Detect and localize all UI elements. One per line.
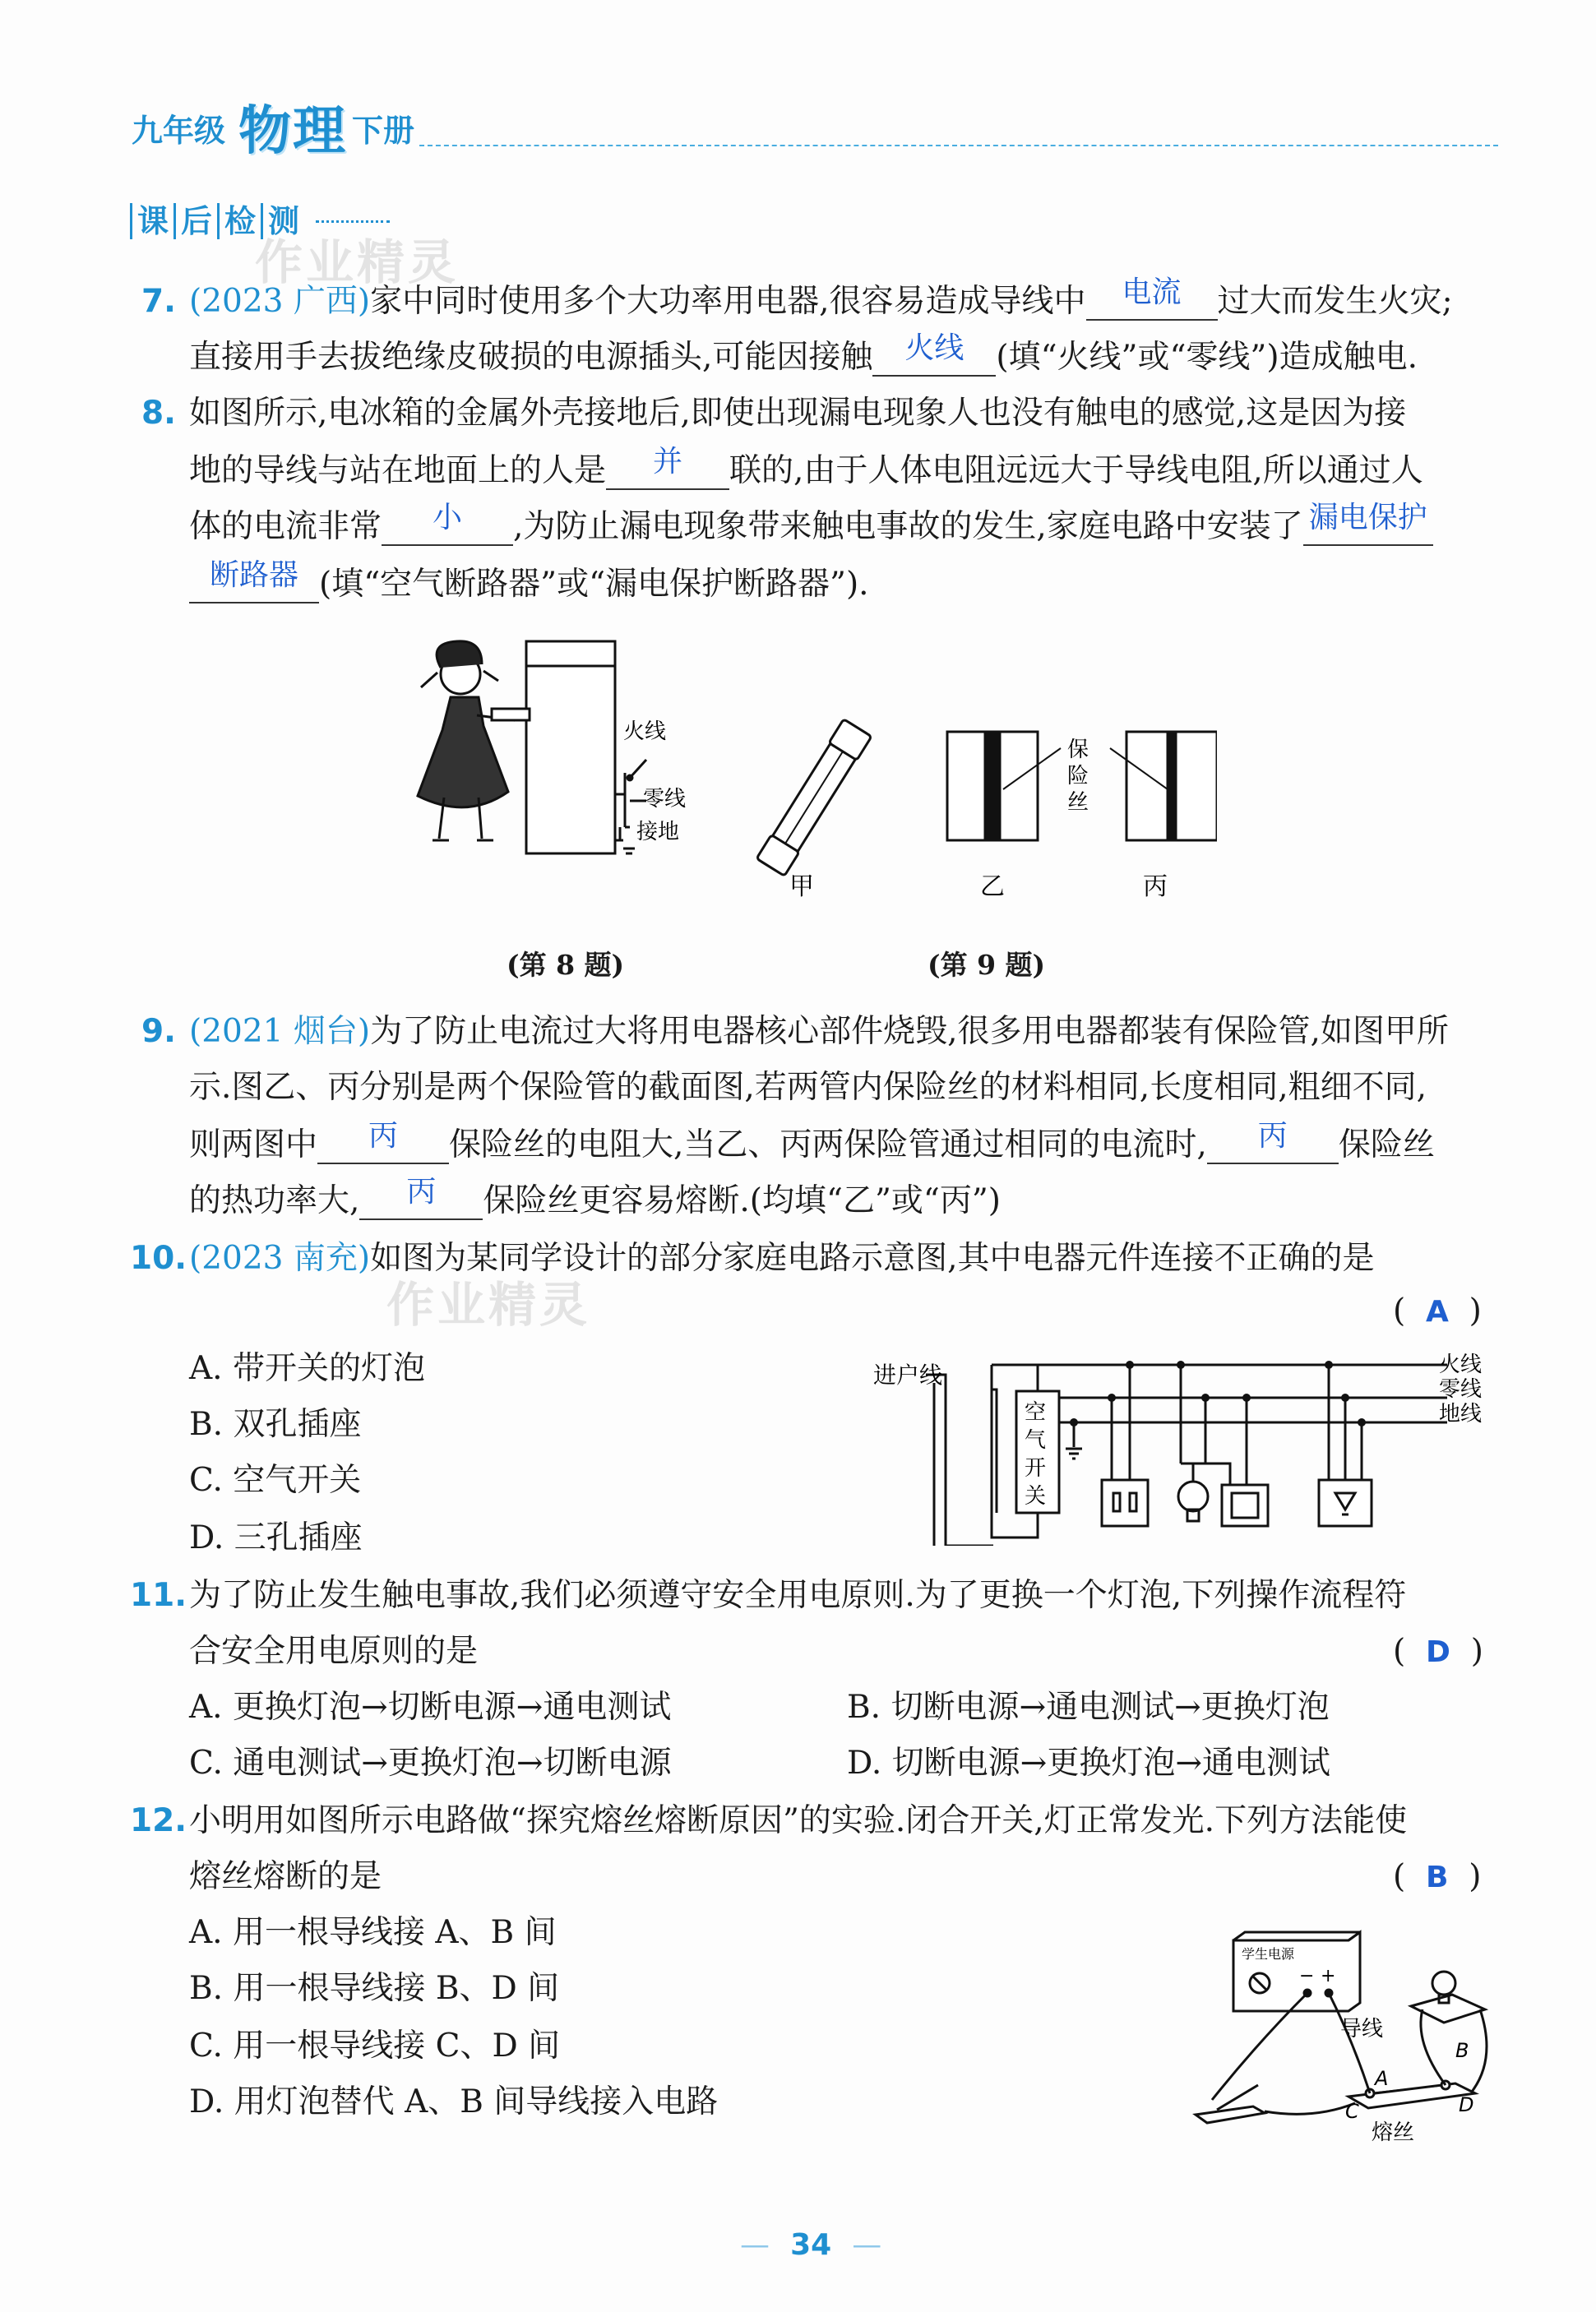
- point-c-label: C: [1345, 2100, 1359, 2123]
- minus-terminal: −: [1299, 1966, 1315, 1986]
- q10-line1: (2023 南充)如图为某同学设计的部分家庭电路示意图,其中电器元件连接不正确的是: [189, 1240, 1375, 1277]
- q9-line2: 示.图乙、丙分别是两个保险管的截面图,若两管内保险丝的材料相同,长度相同,粗细不同,: [189, 1069, 1427, 1106]
- incoming-line-label: 进户线: [873, 1362, 943, 1389]
- subject-title: 物理: [238, 101, 347, 162]
- breaker-char: 空: [1025, 1400, 1047, 1425]
- q12-option: B. 用一根导线接 B、D 间: [189, 1970, 560, 2007]
- q11-option: C. 通电测试→更换灯泡→切断电源: [189, 1745, 672, 1782]
- point-a-label: A: [1375, 2067, 1389, 2090]
- point-d-label: D: [1459, 2093, 1474, 2116]
- ground-wire-label: 地线: [1439, 1402, 1483, 1427]
- answer: 火线: [904, 331, 965, 365]
- q10-answer: ( A ): [1393, 1292, 1482, 1329]
- question-number: 11.: [130, 1577, 187, 1614]
- fig8-caption: (第 8 题): [507, 949, 625, 981]
- q10-option: C. 空气开关: [189, 1462, 362, 1499]
- fuse-label: 熔丝: [1372, 2120, 1415, 2145]
- fig9-caption: (第 9 题): [928, 949, 1046, 981]
- fig12-diagram: [1184, 1924, 1497, 2146]
- fig-jia-label: 甲: [789, 872, 814, 901]
- plus-terminal: +: [1321, 1966, 1336, 1986]
- answer: 丙: [406, 1175, 437, 1209]
- answer: 漏电保护: [1308, 501, 1427, 534]
- q8-line4: 断路器 (填“空气断路器”或“漏电保护断路器”).: [189, 564, 869, 605]
- point-b-label: B: [1455, 2039, 1469, 2062]
- ground-label: 接地: [636, 820, 680, 844]
- answer: 丙: [368, 1119, 399, 1153]
- breaker-char: 气: [1025, 1428, 1047, 1453]
- q9-line3: 则两图中 丙 保险丝的电阻大,当乙、丙两保险管通过相同的电流时, 丙 保险丝: [189, 1119, 1435, 1163]
- q11-option: B. 切断电源→通电测试→更换灯泡: [847, 1689, 1330, 1726]
- q9-line1: (2021 烟台)为了防止电流过大将用电器核心部件烧毁,很多用电器都装有保险管,如图甲所: [189, 1013, 1449, 1050]
- live-wire-label: 火线: [623, 719, 667, 744]
- q7-line1: (2023 广西)家中同时使用多个大功率用电器,很容易造成导线中 电流 过大而发生火灾;: [189, 275, 1453, 320]
- q12-answer: ( B ): [1393, 1858, 1482, 1895]
- q7-line2: 直接用手去拔绝缘皮破损的电源插头,可能因接触 火线 (填“火线”或“零线”)造成触电.: [189, 331, 1418, 376]
- power-supply-label: 学生电源: [1242, 1946, 1295, 1962]
- q12-option: C. 用一根导线接 C、D 间: [189, 2028, 561, 2065]
- answer: 小: [433, 501, 463, 534]
- watermark: 作业精灵: [386, 1277, 591, 1333]
- q12-option: D. 用灯泡替代 A、B 间导线接入电路: [189, 2083, 719, 2120]
- q10-option: D. 三孔插座: [189, 1519, 363, 1556]
- q12-line1: 小明用如图所示电路做“探究熔丝熔断原因”的实验.闭合开关,灯正常发光.下列方法能使: [189, 1802, 1408, 1839]
- wire-label: 导线: [1340, 2017, 1384, 2041]
- volume-label: 下册: [352, 113, 415, 149]
- grade-label: 九年级: [132, 113, 226, 149]
- q10-option: B. 双孔插座: [189, 1406, 362, 1443]
- q12-line2: 熔丝熔断的是: [189, 1858, 382, 1895]
- q8-line3: 体的电流非常 小 ,为防止漏电现象带来触电事故的发生,家庭电路中安装了 漏电保护: [189, 506, 1433, 548]
- q9-line4: 的热功率大, 丙 保险丝更容易熔断.(均填“乙”或“丙”): [189, 1175, 1001, 1219]
- q12-option: A. 用一根导线接 A、B 间: [189, 1914, 557, 1951]
- fuse-label-char: 险: [1067, 764, 1089, 788]
- answer: 丙: [1257, 1119, 1288, 1153]
- neutral-wire-label: 零线: [643, 787, 687, 812]
- fig8-diagram: [403, 633, 715, 880]
- header-rule: [419, 145, 1498, 146]
- section-dots: [316, 220, 390, 223]
- fuse-label-char: 保: [1067, 738, 1089, 762]
- live-wire-label: 火线: [1439, 1353, 1483, 1377]
- neutral-wire-label: 零线: [1439, 1377, 1483, 1402]
- q8-line1: 如图所示,电冰箱的金属外壳接地后,即使出现漏电现象人也没有触电的感觉,这是因为接: [189, 395, 1407, 432]
- q11-answer: ( D ): [1393, 1633, 1483, 1670]
- fig-yi-label: 乙: [980, 872, 1005, 901]
- question-number: 9.: [141, 1013, 176, 1050]
- question-number: 8.: [141, 395, 176, 432]
- watermark: 作业精灵: [255, 234, 460, 290]
- q8-line2: 地的导线与站在地面上的人是 并 联的,由于人体电阻远远大于导线电阻,所以通过人: [189, 445, 1423, 489]
- answer: 断路器: [209, 558, 298, 592]
- question-number: 10.: [130, 1240, 187, 1277]
- answer: 电流: [1122, 275, 1182, 309]
- fig-bing-label: 丙: [1143, 872, 1168, 901]
- breaker-char: 开: [1025, 1456, 1047, 1481]
- q11-line1: 为了防止发生触电事故,我们必须遵守安全用电原则.为了更换一个灯泡,下列操作流程符: [189, 1577, 1407, 1614]
- answer: 并: [653, 445, 683, 479]
- q11-option: A. 更换灯泡→切断电源→通电测试: [189, 1689, 672, 1726]
- page-number: — 34 —: [740, 2228, 882, 2262]
- fig9-diagram: [756, 715, 1217, 913]
- fig10-diagram: [868, 1348, 1493, 1546]
- q11-option: D. 切断电源→更换灯泡→通电测试: [847, 1745, 1331, 1782]
- section-title: 课 后 检 测: [130, 196, 304, 241]
- question-number: 12.: [130, 1802, 187, 1839]
- question-number: 7.: [141, 283, 176, 320]
- fuse-label-char: 丝: [1067, 790, 1089, 815]
- q10-option: A. 带开关的灯泡: [189, 1350, 425, 1387]
- breaker-char: 关: [1025, 1484, 1047, 1509]
- q11-line2: 合安全用电原则的是: [189, 1633, 479, 1670]
